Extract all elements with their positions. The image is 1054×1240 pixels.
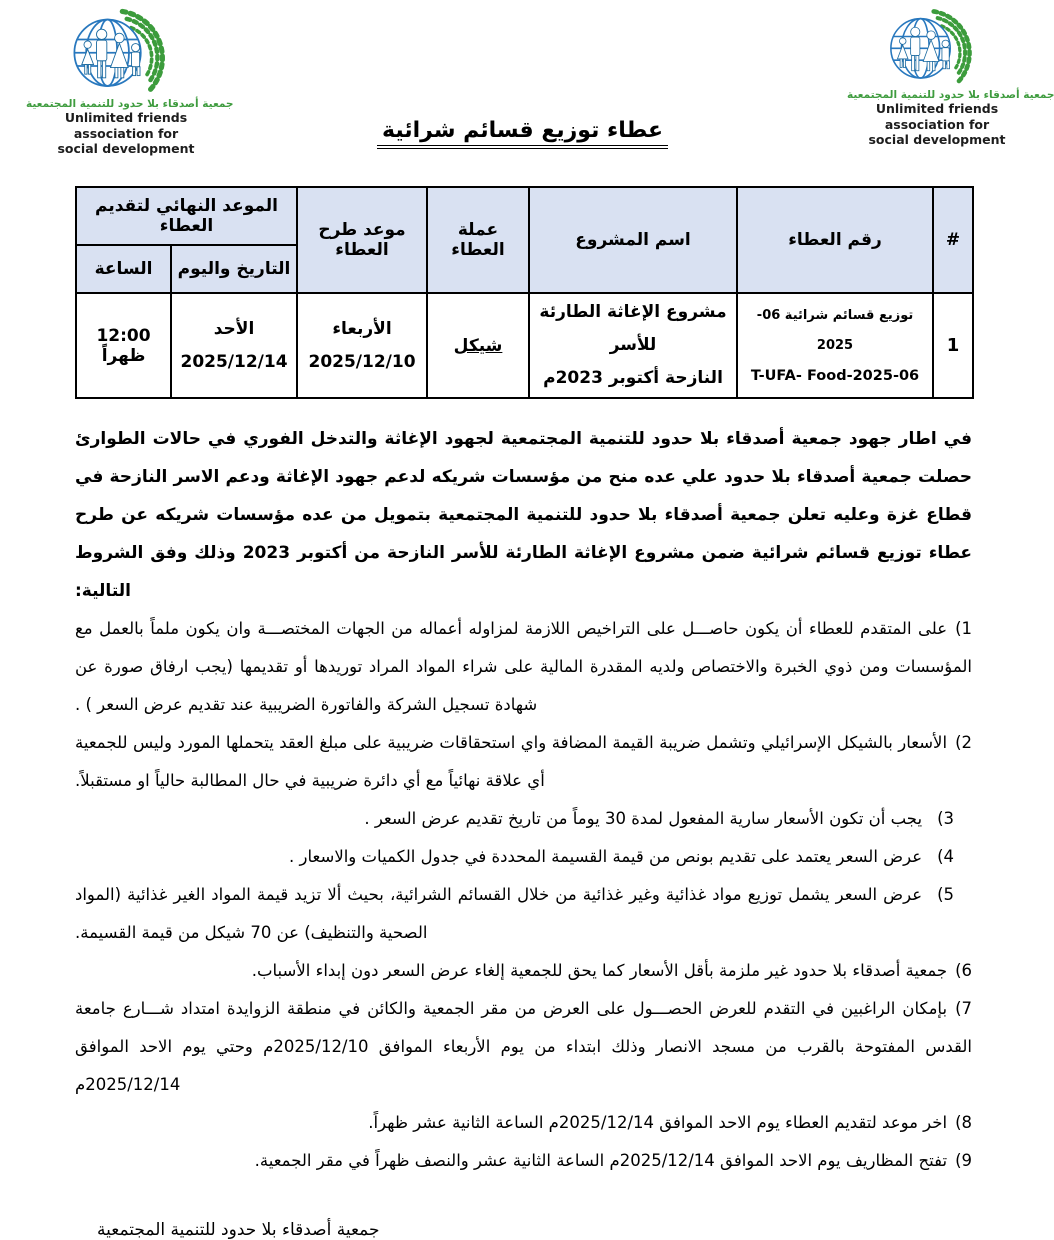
header-date-day: التاريخ واليوم <box>171 245 297 293</box>
conditions-list <box>75 610 972 1180</box>
intro-paragraph: في اطار جهود جمعية أصدقاء بلا حدود للتنمية المجتمعية لجهود الإغاثة والتدخل الفوري في حالات الطوارئ حصلت جمعية أصدقاء بلا حدود علي عده منح من مؤسسات شريكه لدعم جهود الإغاثة ودعم الاسر النازحة في قطاع غزة وعليه تعلن جمعية أصدقاء بلا حدود للتنمية المجتمعية بتمويل من عده مؤسسات شريكه عن طرح عطاء توزيع قسائم شرائية ضمن مشروع الإغاثة الطارئة للأسر النازحة من أكتوبر 2023 وذلك وفق الشروط التالية: <box>75 429 972 601</box>
condition-text: بإمكان الراغبين في التقدم للعرض الحصـــول على العرض من مقر الجمعية والكائن في منطقة الزوايدة امتداد شـــارع جامعة القدس المفتوحة بالقرب من مسجد الانصار وذلك ابتداء من يوم الأربعاء الموافق 2025/12/10م وحتي يوم الاحد الموافق 2025/12/14م <box>75 999 972 1094</box>
cell-currency <box>427 293 529 398</box>
condition-number: 9) <box>955 1151 972 1170</box>
condition-text: يجب أن تكون الأسعار سارية المفعول لمدة 30 يوماً من تاريخ تقديم عرض السعر . <box>364 809 923 828</box>
document-body <box>75 186 972 1240</box>
globe-family-logo-icon <box>63 10 189 97</box>
org-name-english-line1: Unlimited friends association for <box>64 110 188 141</box>
header-release-date: موعد طرح العطاء <box>297 187 427 293</box>
condition-item-6 <box>75 952 972 990</box>
condition-item-5 <box>75 876 972 952</box>
condition-number: 1) <box>955 619 972 638</box>
release-day: الأربعاء <box>332 318 392 339</box>
condition-text: تفتح المظاريف يوم الاحد الموافق 2025/12/14م الساعة الثانية عشر والنصف ظهراً في مقر الجمعية. <box>254 1151 948 1170</box>
globe-family-logo-icon <box>881 10 993 88</box>
signature-line: جمعية أصدقاء بلا حدود للتنمية المجتمعية <box>97 1220 380 1240</box>
cell-deadline-date <box>171 293 297 398</box>
condition-text: عرض السعر يشمل توزيع مواد غذائية وغير غذائية من خلال القسائم الشرائية، بحيث ألا تزيد قيمة المواد الغير غذائية (المواد الصحية والتنظيف) عن 70 شيكل من قيمة القسيمة. <box>75 885 923 942</box>
org-name-arabic: جمعية أصدقاء بلا حدود للتنمية المجتمعية <box>26 98 234 110</box>
org-name-english-line2: social development <box>868 132 1006 148</box>
condition-item-9 <box>75 1142 972 1180</box>
condition-text: عرض السعر يعتمد على تقديم بونص من قيمة القسيمة المحددة في جدول الكميات والاسعار . <box>289 847 923 866</box>
condition-number: 4) <box>937 847 954 866</box>
cell-row-number: 1 <box>933 293 973 398</box>
condition-text: الأسعار بالشيكل الإسرائيلي وتشمل ضريبة القيمة المضافة واي استحقاقات ضريبية على مبلغ العقد يتحملها المورد وليس للجمعية أي علاقة نهائياً مع أي دائرة ضريبية في حال المطالبة حالياً او مستقبلاً. <box>75 733 948 790</box>
tender-number-code: T-UFA- Food-2025-06 <box>750 367 920 384</box>
condition-number: 2) <box>955 733 972 752</box>
project-name-line2: النازحة أكتوبر 2023م <box>543 368 723 388</box>
project-name-line1: مشروع الإغاثة الطارئة للأسر <box>539 302 727 355</box>
condition-item-7 <box>75 990 972 1104</box>
cell-deadline-hour: 12:00 ظهراً <box>76 293 171 398</box>
org-name-english-line1: Unlimited friends association for <box>875 101 999 132</box>
tender-number-arabic: توزيع قسائم شرائية 06-2025 <box>756 307 914 353</box>
deadline-date-value: 2025/12/14 <box>180 351 288 372</box>
header-num: # <box>933 187 973 293</box>
condition-number: 6) <box>955 961 972 980</box>
condition-text: اخر موعد لتقديم العطاء يوم الاحد الموافق 2025/12/14م الساعة الثانية عشر ظهراً. <box>368 1113 948 1132</box>
header-project-name: اسم المشروع <box>529 187 737 293</box>
page-title <box>0 118 1045 143</box>
org-name-arabic: جمعية أصدقاء بلا حدود للتنمية المجتمعية <box>847 89 1054 101</box>
condition-number: 8) <box>955 1113 972 1132</box>
condition-number: 3) <box>937 809 954 828</box>
cell-project-name <box>529 293 737 398</box>
tender-table <box>75 186 974 399</box>
org-name-english-line2: social development <box>57 141 195 157</box>
header-hour: الساعة <box>76 245 171 293</box>
deadline-day: الأحد <box>213 318 255 339</box>
condition-text: على المتقدم للعطاء أن يكون حاصـــل على التراخيص اللازمة لمزاوله أعماله من الجهات المختصـــة وان يكون ملماً بالعمل مع المؤسسات ومن ذوي الخبرة والاختصاص ولديه المقدرة المالية على شراء المواد المراد توريدها أو تقديمها (يجب ارفاق صورة عن شهادة تسجيل الشركة والفاتورة الضريبية عند تقديم عرض السعر ) . <box>75 619 972 714</box>
cell-tender-number <box>737 293 933 398</box>
page-title-text: عطاء توزيع قسائم شرائية <box>377 118 668 149</box>
condition-number: 5) <box>937 885 954 904</box>
condition-item-3 <box>75 800 972 838</box>
condition-item-1 <box>75 610 972 724</box>
condition-item-8 <box>75 1104 972 1142</box>
condition-number: 7) <box>955 999 972 1018</box>
condition-text: جمعية أصدقاء بلا حدود غير ملزمة بأقل الأسعار كما يحق للجمعية إلغاء عرض السعر دون إبداء الأسباب. <box>251 961 948 980</box>
table-row <box>76 293 973 398</box>
currency-value: شيكل <box>453 335 503 356</box>
release-date-value: 2025/12/10 <box>308 351 416 372</box>
condition-item-4 <box>75 838 972 876</box>
header-tender-number: رقم العطاء <box>737 187 933 293</box>
cell-release-date <box>297 293 427 398</box>
condition-item-2 <box>75 724 972 800</box>
header-deadline: الموعد النهائي لتقديم العطاء <box>76 187 297 245</box>
header-currency: عملة العطاء <box>427 187 529 293</box>
